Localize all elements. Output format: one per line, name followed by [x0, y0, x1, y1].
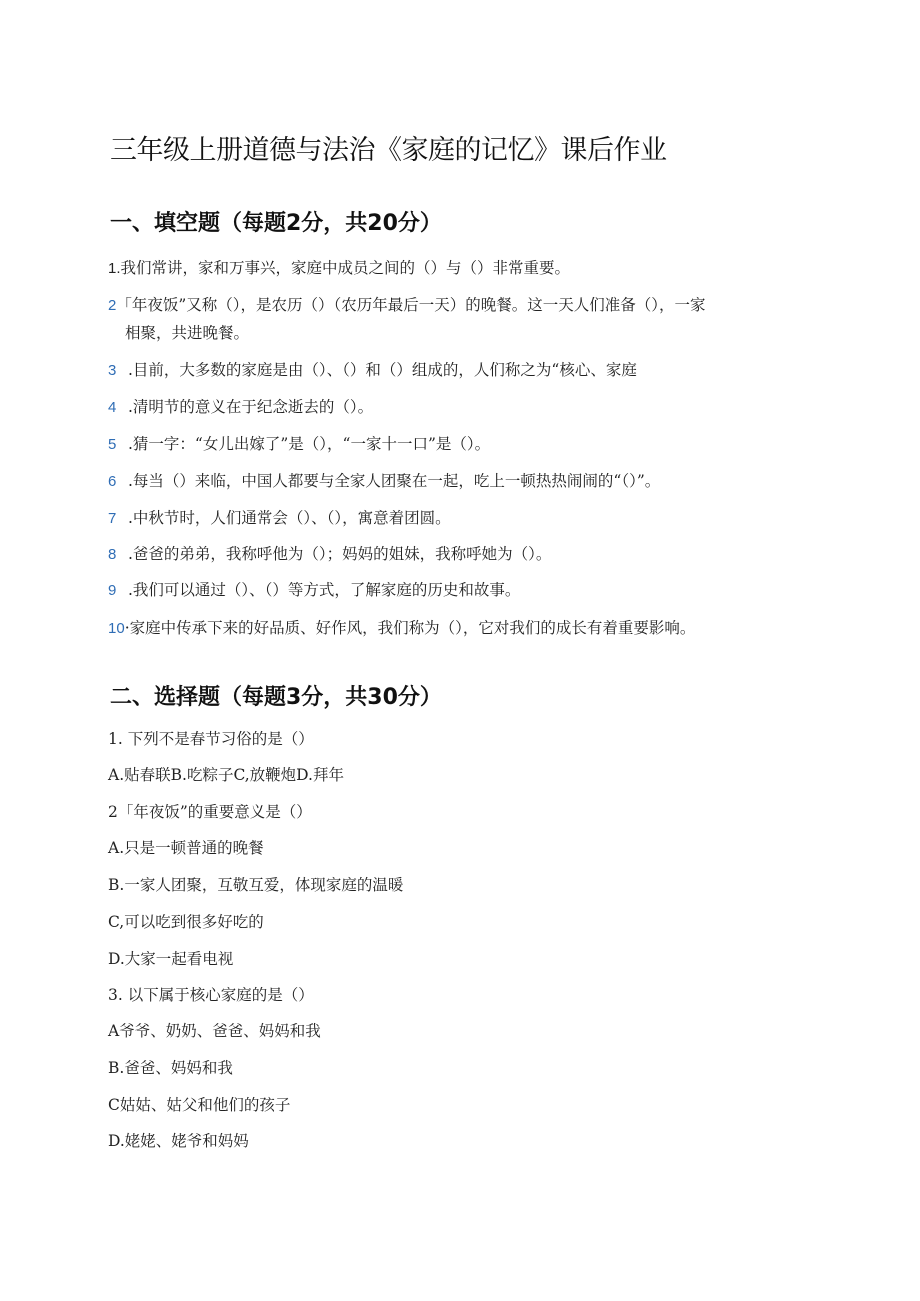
fill-question-3: [108, 360, 637, 381]
choice-option-2a: A.只是一顿普通的晚餐: [108, 839, 264, 857]
fill-question-6: [108, 471, 660, 492]
question-number: 3: [108, 362, 117, 379]
question-text: .中秋节时，人们通常会（）、（），寓意着团圆。: [128, 509, 451, 527]
question-text: .每当（）来临，中国人都要与全家人团聚在一起，吃上一顿热热闹闹的“（）”。: [128, 472, 661, 490]
choice-option-2c: C,可以吃到很多好吃的: [108, 913, 264, 931]
choice-question-2: 2「年夜饭”的重要意义是（）: [108, 803, 312, 821]
fill-question-9: [108, 580, 520, 601]
question-number: 1.: [108, 260, 121, 277]
choice-question-1: 1. 下列不是春节习俗的是（）: [108, 730, 314, 748]
document-title: 三年级上册道德与法治《家庭的记忆》课后作业: [110, 135, 667, 166]
fill-question-4: [108, 397, 373, 418]
question-text: .猜一字：“女儿出嫁了”是（），“一家十一口”是（）。: [128, 435, 491, 453]
question-number: 6: [108, 473, 117, 490]
choice-option-2d: D.大家一起看电视: [108, 950, 234, 968]
fill-question-5: [108, 434, 490, 455]
fill-question-7: [108, 508, 451, 529]
question-text: 「年夜饭”又称（），是农历（）（农历年最后一天）的晚餐。这一天人们准备（），一家: [116, 296, 706, 314]
section-2-heading: 二、选择题（每题3分，共30分）: [110, 685, 442, 710]
fill-question-8: [108, 544, 551, 565]
question-text: 我们常讲，家和万事兴，家庭中成员之间的（）与（）非常重要。: [120, 259, 571, 277]
fill-question-2: [108, 295, 706, 316]
question-text: .爸爸的弟弟，我称呼他为（）；妈妈的姐妹，我称呼她为（）。: [128, 545, 552, 563]
choice-option-3a: A爷爷、奶奶、爸爸、妈妈和我: [108, 1022, 321, 1040]
question-number: 7: [108, 510, 117, 527]
question-number: 5: [108, 436, 117, 453]
question-text: ·家庭中传承下来的好品质、好作风，我们称为（），它对我们的成长有着重要影响。: [124, 619, 696, 637]
question-number: 8: [108, 546, 117, 563]
choice-question-3: 3. 以下属于核心家庭的是（）: [108, 986, 314, 1004]
question-text: .目前，大多数的家庭是由（）、（）和（）组成的，人们称之为“核心、家庭: [128, 361, 637, 379]
question-number: 2: [108, 297, 117, 314]
fill-question-2-continuation: 相聚，共进晚餐。: [125, 324, 250, 342]
question-number: 9: [108, 582, 117, 599]
question-text: .清明节的意义在于纪念逝去的（）。: [128, 398, 374, 416]
section-1-heading: 一、填空题（每题2分，共20分）: [110, 211, 442, 236]
fill-question-10: [108, 618, 695, 639]
choice-option-3b: B.爸爸、妈妈和我: [108, 1059, 233, 1077]
choice-option-3d: D.姥姥、姥爷和妈妈: [108, 1132, 249, 1150]
fill-question-1: [108, 258, 570, 279]
choice-options-1: A.贴春联B.吃粽子C,放鞭炮D.拜年: [108, 766, 344, 784]
choice-option-3c: C姑姑、姑父和他们的孩子: [108, 1096, 291, 1114]
choice-option-2b: B.一家人团聚，互敬互爱，体现家庭的温暖: [108, 876, 404, 894]
question-text: .我们可以通过（）、（）等方式，了解家庭的历史和故事。: [128, 581, 521, 599]
question-number: 4: [108, 399, 117, 416]
question-number: 10: [108, 620, 125, 637]
